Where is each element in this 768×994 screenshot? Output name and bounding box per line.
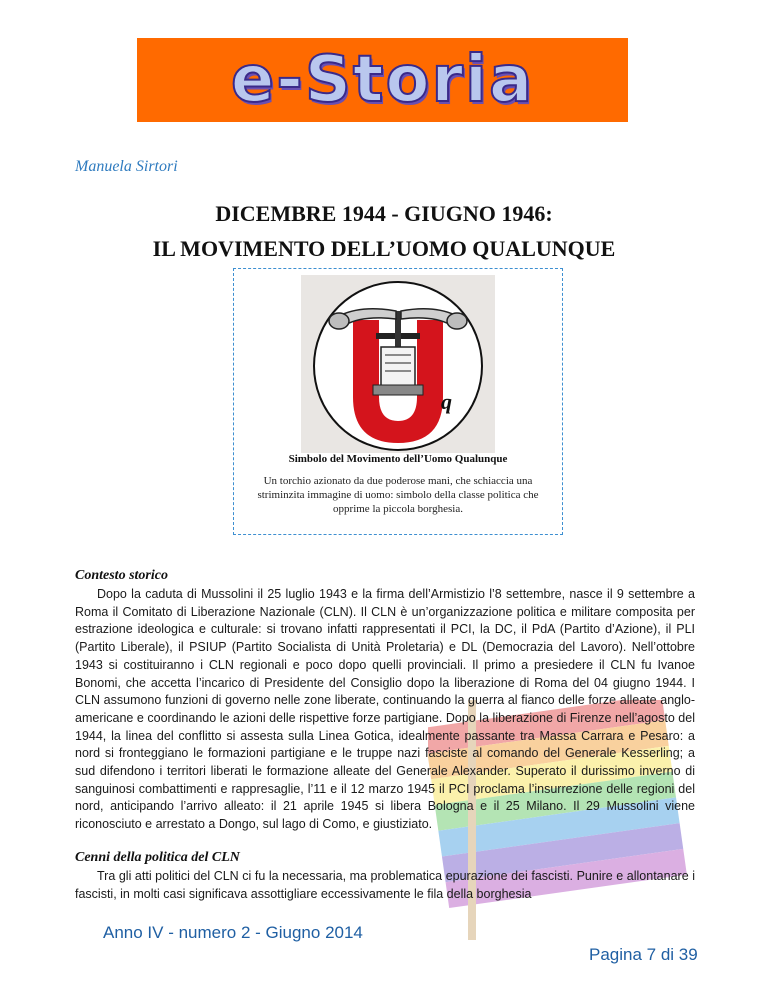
figure-caption-title: Simbolo del Movimento dell’Uomo Qualunque [288, 453, 508, 465]
article-title-line-2: IL MOVIMENTO DELL’UOMO QUALUNQUE [152, 236, 616, 261]
logo-graphic [301, 275, 495, 453]
logo-letter-q: q [441, 389, 452, 414]
section-body-contesto: Dopo la caduta di Mussolini il 25 luglio 1943 e la firma dell’Armistizio l’8 settembre, nasce il 9 settembre a Roma il Comitato di Liberazione Nazionale (CLN). Il CLN è un’organizzazione politica e militare composita per estrazione ideologica e culturale: si trovano infatti rappresentati il PCI, la DC, il PdA (Partito d’Azione), il PLI (Partito Liberale), il PSIUP (Partito Socialista di Unità Proletaria) e DL (Democrazia del Lavoro). Nell’ottobre 1943 si costituiranno i CLN regionali e poco dopo quelli provinciali. Il primo a presiedere il CLN fu Ivanoe Bonomi, che accetta l’incarico di Presidente del Consiglio dopo la liberazione di Roma del 04 giugno 1944. I CLN assumono funzioni di governo nelle zone liberate, continuando la guerra al fianco delle forze alleate anglo-americane e coordinando le azioni delle rispettive forze partigiane. Dopo la liberazione di Firenze nell’agosto del 1944, la linea del conflitto si assesta sulla Linea Gotica, idealmente passante tra Massa Carrara e Pesaro: a nord si fronteggiano le formazioni partigiane e le truppe nazi fasciste al comando del Generale Kesserling; a sud difendono i territori liberati le formazione alleate del Generale Alexander. Superato il durissimo inverno di sanguinosi combattimenti e rappresaglie, l’11 e il 12 marzo 1945 il PCI proclama l’insurrezione delle regioni del nord, anticipando l’arrivo alleato: il 21 aprile 1945 si libera Bologna e il 25 Milano. Il 29 Mussolini viene riconosciuto e arrestato a Dongo, sul lago di Como, e giustiziato. [75, 587, 695, 832]
article-title-line-1: DICEMBRE 1944 - GIUGNO 1946: [215, 201, 553, 226]
figure-box [233, 268, 563, 535]
section-heading-cln: Cenni della politica del CLN [75, 850, 240, 865]
masthead-banner [137, 38, 628, 122]
footer-page-number: Pagina 7 di 39 [589, 945, 698, 964]
figure-caption-text: Un torchio azionato da due poderose mani, che schiaccia una striminzita immagine di uomo: simbolo della classe politica che opprime la piccola borghesia. [257, 475, 539, 515]
article-title [0, 196, 768, 266]
uomo-qualunque-logo [301, 275, 495, 453]
article-author: Manuela Sirtori [75, 158, 178, 175]
section-body-cln: Tra gli atti politici del CLN ci fu la necessaria, ma problematica epurazione dei fascisti. Punire e allontanare i fascisti, in molti casi significava assottigliare eccessivamente le fila della borghesia [75, 869, 695, 901]
section-heading-contesto: Contesto storico [75, 568, 168, 583]
footer-issue: Anno IV - numero 2 - Giugno 2014 [103, 923, 363, 942]
masthead-title: e-Storia [230, 43, 535, 117]
